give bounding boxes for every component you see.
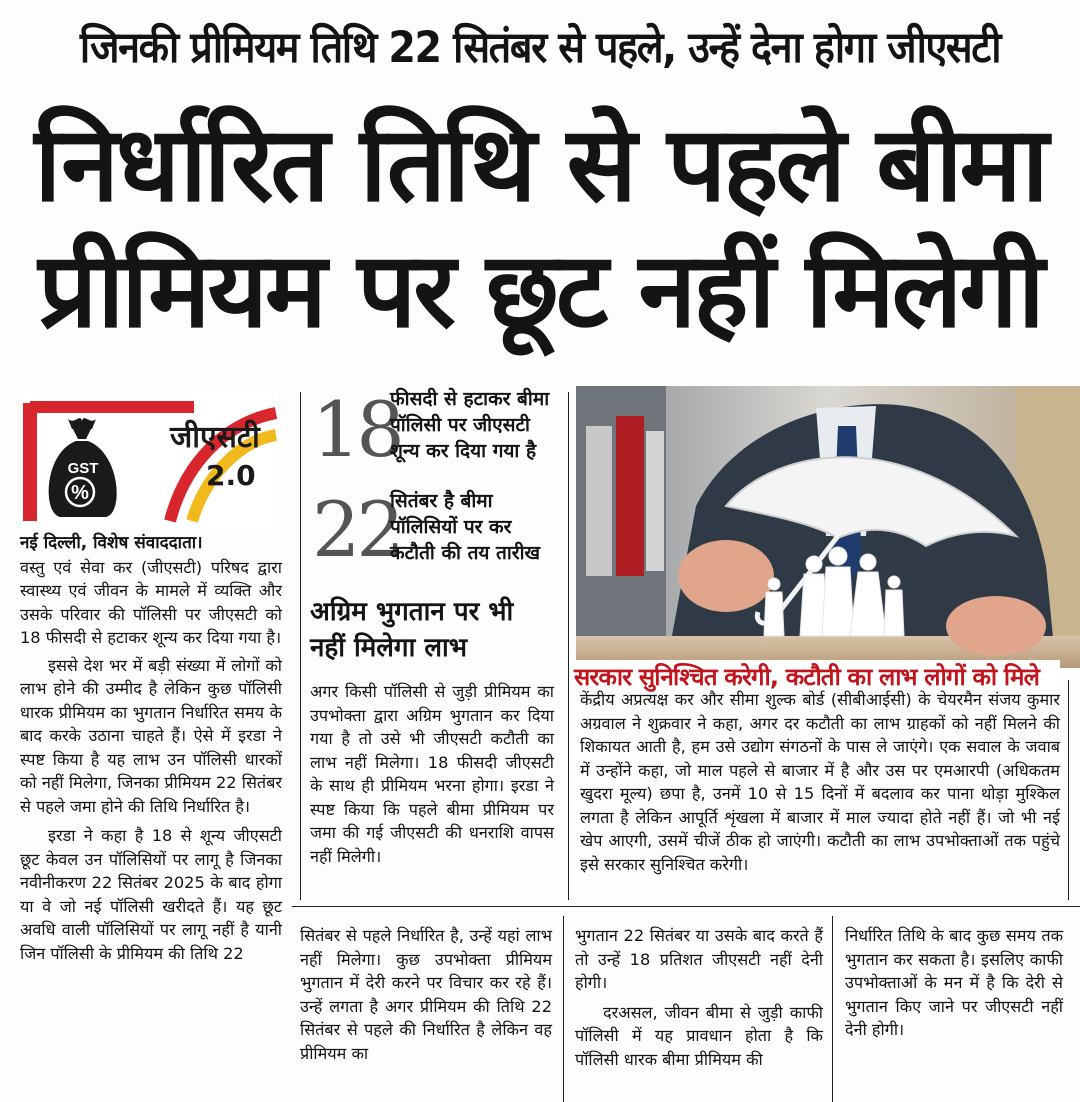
column-divider [300, 392, 301, 900]
gst-logo [20, 393, 278, 529]
svg-text:GST: GST [67, 460, 99, 477]
stat-description: फीसदी से हटाकर बीमा पॉलिसी पर जीएसटी शून्य कर दिया गया है [390, 388, 550, 462]
photo-box-body: केंद्रीय अप्रत्यक्ष कर और सीमा शुल्क बोर्ड (सीबीआईसी) के चेयरमैन संजय कुमार अग्रवाल ने शुक्रवार ने कहा, अगर दर कटौती का लाभ ग्राहकों को नहीं मिलने की शिकायत आती है, हम उसे उद्योग संगठनों के पास ले जाएंगे। एक सवाल के जवाब में उन्होंने कहा, जो माल पहले से बाजार में है और उस पर एमआरपी (अधिकतम खुदरा मूल्य) छपा है, उनमें 10 से 15 दिनों में बदलाव कर पाना थोड़ा मुश्किल लगता है लेकिन आपूर्ति शृंखला में बाजार में माल ज्यादा होते नहीं हैं। जो भी नई खेप आएगी, उसमें चीजें ठीक हो जाएंगी। कटौती का लाभ उपभोक्ताओं तक पहुंचे इसे सरकार सुनिश्चित करेगी। [580, 690, 1060, 874]
kicker-headline: जिनकी प्रीमियम तिथि 22 सितंबर से पहले, उन्हें देना होगा जीएसटी [79, 23, 1001, 73]
sidebar-body: अगर किसी पॉलिसी से जुड़ी प्रीमियम का उपभोक्ता द्वारा अग्रिम भुगतान कर दिया गया है तो उसे भी जीएसटी कटौती का लाभ नहीं मिलेगा। 18 फीसदी जीएसटी के साथ ही प्रीमियम भरना होगा। इरडा ने स्पष्ट किया कि पहले बीमा प्रीमियम पर जमा की गई जीएसटी की धनराशि वापस नहीं मिलेगी। [310, 682, 554, 866]
section-divider [292, 906, 1080, 907]
stat-number: 22 [312, 485, 401, 574]
continuation-column: निर्धारित तिथि के बाद कुछ समय तक भुगतान कर सकता है। इसलिए काफी उपभोक्ताओं के मन में है कि देरी से भुगतान किए जाने पर जीएसटी नहीं देनी होगी। [845, 926, 1063, 1039]
svg-text:%: % [71, 482, 89, 504]
lead-paragraph: वस्तु एवं सेवा कर (जीएसटी) परिषद द्वारा स्वास्थ्य एवं जीवन के मामले में व्यक्ति और उसके परिवार की पॉलिसी पर जीएसटी को 18 फीसदी से हटाकर शून्य कर दिया गया है। [20, 557, 282, 647]
paragraph: इरडा ने कहा है 18 से शून्य जीएसटी छूट केवल उन पॉलिसियों पर लागू है जिनका नवीनीकरण 22 सितंबर 2025 के बाद होगा या वे जो नई पॉलिसी खरीदते हैं। यह छूट अवधि वाली पॉलिसियों पर लागू नहीं है यानी जिन पॉलिसी के प्रीमियम की तिथि 22 [20, 826, 282, 963]
column-divider [568, 392, 569, 900]
column-divider [1068, 680, 1069, 900]
main-headline-line-2: प्रीमियम पर छूट नहीं मिलेगी [38, 229, 1042, 351]
paragraph: दरअसल, जीवन बीमा से जुड़ी काफी पॉलिसी में यह प्रावधान होता है कि पॉलिसी धारक बीमा प्रीमियम की [575, 1002, 823, 1069]
continuation-column: सितंबर से पहले निर्धारित है, उन्हें यहां लाभ नहीं मिलेगा। कुछ उपभोक्ता प्रीमियम भुगतान में देरी करने पर विचार कर रहे हैं। उन्हें लगता है अगर प्रीमियम की तिथि 22 सितंबर से पहले की निर्धारित है लेकिन वह प्रीमियम का [300, 926, 552, 1063]
photo-caption: सरकार सुनिश्चित करेगी, कटौती का लाभ लोगों को मिले [574, 660, 1060, 693]
gst-logo-title: जीएसटी [170, 420, 260, 455]
paragraph: भुगतान 22 सितंबर या उसके बाद करते हैं तो उन्हें 18 प्रतिशत जीएसटी नहीं देनी होगी। [575, 926, 823, 992]
paragraph: इससे देश भर में बड़ी संख्या में लोगों को लाभ होने की उम्मीद है लेकिन कुछ पॉलिसी धारक प्रीमियम का भुगतान निर्धारित समय के बाद करके उठाना चाहते हैं। ऐसे में इरडा ने स्पष्ट किया है यह लाभ उन पॉलिसी धारकों को नहीं मिलेगा, जिनका प्रीमियम 22 सितंबर से पहले जमा होने की तिथि निर्धारित है। [20, 655, 282, 816]
stat-number: 18 [312, 385, 401, 474]
sidebar-subhead: अग्रिम भुगतान पर भी नहीं मिलेगा लाभ [310, 597, 514, 663]
column-divider [832, 916, 833, 1102]
main-headline-line-1: निर्धारित तिथि से पहले बीमा [34, 103, 1046, 225]
dateline: नई दिल्ली, विशेष संवाददाता। [20, 533, 203, 553]
stat-description: सितंबर है बीमा पॉलिसियों पर कर कटौती की तय तारीख [390, 490, 541, 564]
insurance-photo [576, 386, 1080, 668]
column-divider [563, 916, 564, 1102]
continuation-column [575, 924, 823, 1071]
column-1-text [20, 532, 282, 965]
gst-logo-version: 2.0 [206, 459, 256, 492]
